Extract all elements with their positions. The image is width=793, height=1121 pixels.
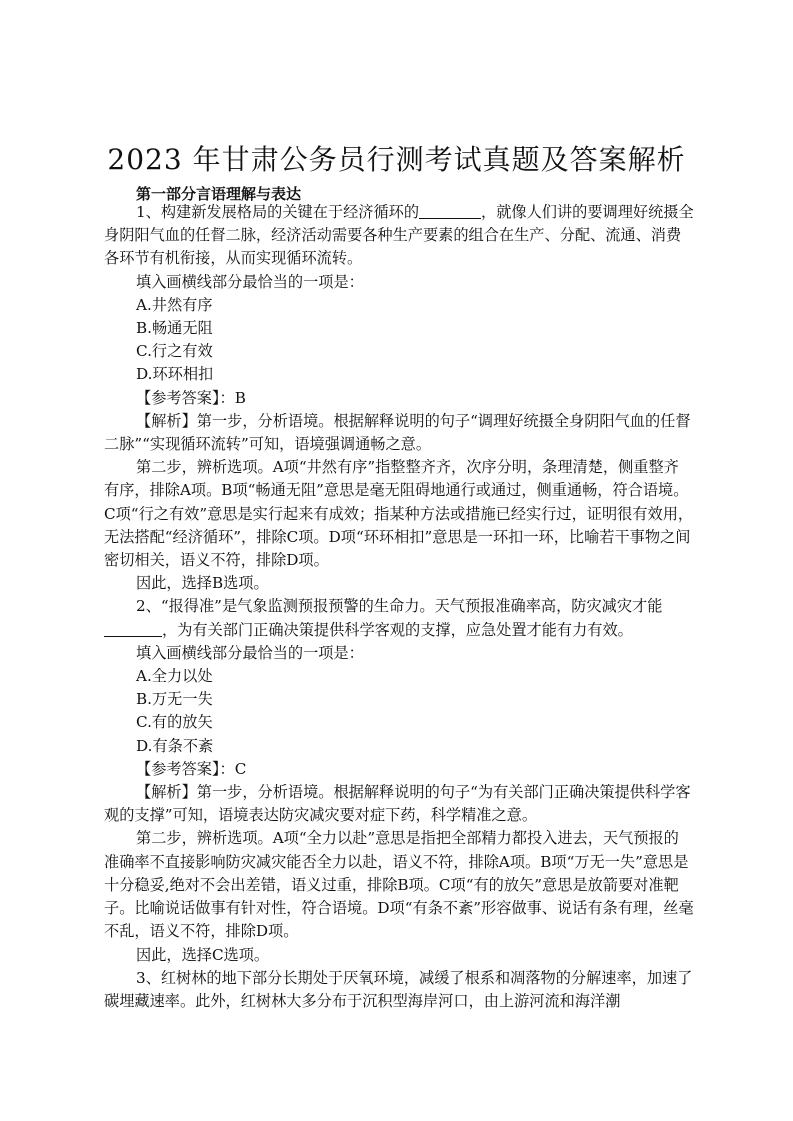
document-title: 2023 年甘肃公务员行测考试真题及答案解析 <box>107 143 686 176</box>
q2-analysis-step1: 【解析】第一步，分析语境。根据解释说明的句子“为有关部门正确决策提供科学客观的支撑”可知，语境表达防灾减灾要对症下药，科学精准之意。 <box>104 783 691 825</box>
q1-option-b: B.畅通无阻 <box>136 319 213 338</box>
q1-analysis-step2: 第二步，辨析选项。A项“井然有序”指整整齐齐，次序分明，条理清楚，侧重整齐有序，排除A项。B项“畅通无阻”意思是毫无阻碍地通行或通过，侧重通畅，符合语境。C项“行之有效”意思是实行起来有成效；指某种方法或措施已经实行过，证明很有效用，无法搭配“经济循环”，排除C项。D项“环环相扣”意思是一环扣一环，比喻若干事物之间密切相关，语义不符，排除D项。 <box>104 458 694 570</box>
q2-stem-end: ，为有关部门正确决策提供科学客观的支撑，应急处置才能有力有效。 <box>162 620 633 639</box>
q2-analysis-step2: 第二步，辨析选项。A项“全力以赴”意思是指把全部精力都投入进去，天气预报的准确率不直接影响防灾减灾能否全力以赴，语义不符，排除A项。B项“万无一失”意思是十分稳妥,绝对不会出差错，语义过重，排除B项。C项“有的放矢”意思是放箭要对准靶子。比喻说话做事有针对性，符合语境。D项“有条不紊”形容做事、说话有条有理，丝毫不乱，语义不符，排除D项。 <box>104 829 694 941</box>
q2-stem-start: 2、“报得准”是气象监测预报预警的生命力。天气预报准确率高，防灾减灾才能 <box>136 597 663 616</box>
q2-answer: 【参考答案】：C <box>136 759 247 778</box>
q1-option-a: A.井然有序 <box>136 295 213 314</box>
q2-conclusion: 因此，选择C选项。 <box>136 945 270 964</box>
q1-conclusion: 因此，选择B选项。 <box>136 574 269 593</box>
q2-option-a: A.全力以处 <box>136 667 213 686</box>
q1-answer: 【参考答案】：B <box>136 388 246 407</box>
q1-option-d: D.环环相扣 <box>136 365 214 384</box>
q2-option-b: B.万无一失 <box>136 690 213 709</box>
q1-blank <box>419 202 481 219</box>
q1-stem <box>104 201 694 271</box>
q2-stem <box>104 595 694 641</box>
q1-prompt: 填入画横线部分最恰当的一项是： <box>136 272 364 291</box>
q3-stem: 3、红树林的地下部分长期处于厌氧环境，减缓了根系和凋落物的分解速率，加速了碳埋藏速率。此外，红树林大多分布于沉积型海岸河口，由上游河流和海洋潮 <box>104 968 693 1010</box>
q2-option-c: C.有的放矢 <box>136 713 213 732</box>
document-body <box>104 201 694 1013</box>
q2-option-d: D.有条不紊 <box>136 736 214 755</box>
q2-blank <box>104 620 162 637</box>
q1-analysis-step1: 【解析】第一步，分析语境。根据解释说明的句子“调理好统摄全身阴阳气血的任督二脉”“实现循环流转”可知，语境强调通畅之意。 <box>104 411 691 454</box>
section-heading: 第一部分言语理解与表达 <box>136 185 302 203</box>
q1-stem-end: ，就像人们讲的要调理好统摄全身阴阳气血的任督二脉，经济活动需要各种生产要素的组合在生产、分配、流通、消费各环节有机衔接，从而实现循环流转。 <box>104 203 694 268</box>
q2-prompt: 填入画横线部分最恰当的一项是： <box>136 643 364 662</box>
q1-stem-start: 1、构建新发展格局的关键在于经济循环的 <box>136 203 420 221</box>
q1-option-c: C.行之有效 <box>136 342 213 361</box>
